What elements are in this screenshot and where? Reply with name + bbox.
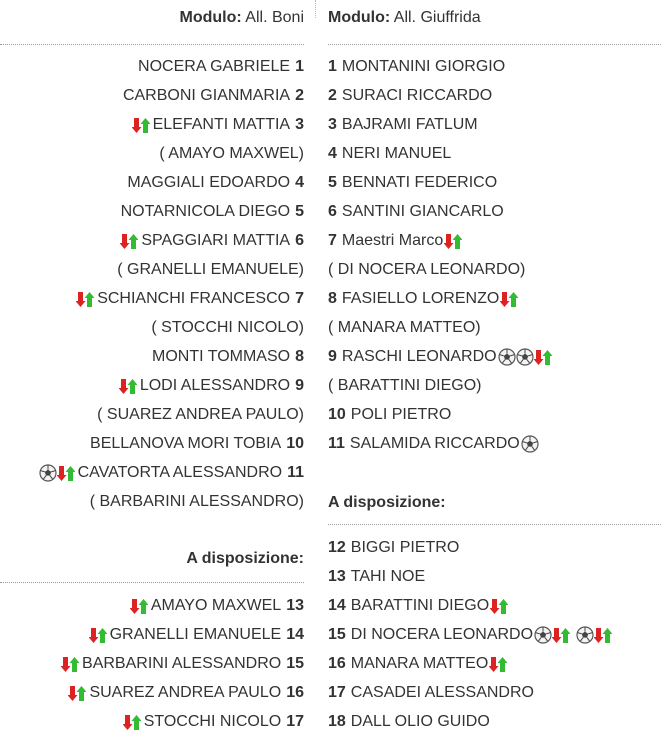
player-row (120, 226, 304, 255)
player-event-icons (534, 626, 612, 644)
player-number: 11 (328, 435, 345, 452)
player-event-icons (489, 655, 507, 673)
player-row (132, 110, 304, 139)
player-number: 2 (328, 87, 337, 104)
player-row (328, 255, 525, 284)
player-number: 7 (295, 290, 304, 307)
player-name: STOCCHI NICOLO (143, 713, 282, 730)
player-event-icons (132, 116, 150, 134)
substitution-arrows-icon (123, 713, 141, 731)
player-name: TAHI NOE (350, 568, 426, 585)
player-number: 1 (328, 58, 337, 75)
player-number: 14 (286, 626, 304, 643)
player-name: ( BARBARINI ALESSANDRO) (89, 493, 304, 510)
bench-player-row (89, 620, 304, 649)
player-number: 10 (286, 435, 304, 452)
bench-player-row (328, 533, 459, 562)
bench-player-row (328, 707, 490, 736)
player-name: BENNATI FEDERICO (341, 174, 498, 191)
player-name: DI NOCERA LEONARDO (350, 626, 534, 643)
player-name: DALL OLIO GUIDO (350, 713, 490, 730)
player-number: 16 (286, 684, 304, 701)
player-event-icons (61, 655, 79, 673)
player-number: 5 (295, 203, 304, 220)
player-row (328, 313, 481, 342)
substitution-arrows-icon (444, 232, 462, 250)
player-event-icons (498, 348, 552, 366)
player-name: CASADEI ALESSANDRO (350, 684, 534, 701)
soccer-ball-icon (521, 435, 539, 453)
bench-player-row (130, 591, 304, 620)
player-name: SUAREZ ANDREA PAULO (89, 684, 282, 701)
player-number: 3 (295, 116, 304, 133)
home-module: Modulo: All. Boni (179, 9, 304, 26)
substitution-arrows-icon (61, 655, 79, 673)
player-number: 10 (328, 406, 346, 423)
player-number: 13 (286, 597, 304, 614)
player-name: NOCERA GABRIELE (138, 58, 291, 75)
soccer-ball-icon (534, 626, 552, 644)
player-row (151, 313, 304, 342)
substitution-arrows-icon (594, 626, 612, 644)
player-event-icons (68, 684, 86, 702)
home-bench-title: A disposizione: (186, 550, 304, 567)
soccer-ball-icon (498, 348, 516, 366)
player-name: ( GRANELLI EMANUELE) (117, 261, 304, 278)
player-row (328, 168, 497, 197)
player-number: 9 (295, 377, 304, 394)
player-row (121, 197, 304, 226)
player-name: SALAMIDA RICCARDO (349, 435, 520, 452)
player-event-icons (123, 713, 141, 731)
player-row (328, 371, 481, 400)
substitution-arrows-icon (132, 116, 150, 134)
home-bench-rule (0, 582, 304, 583)
player-event-icons (120, 232, 138, 250)
player-number: 12 (328, 539, 346, 556)
player-number: 3 (328, 116, 337, 133)
player-name: MONTI TOMMASO (152, 348, 291, 365)
player-row (138, 52, 304, 81)
player-row (328, 429, 539, 458)
player-name: ( AMAYO MAXWEL) (159, 145, 304, 162)
player-number: 7 (328, 232, 337, 249)
player-number: 6 (328, 203, 337, 220)
player-row (39, 458, 304, 487)
player-name: AMAYO MAXWEL (150, 597, 282, 614)
player-name: BARBARINI ALESSANDRO (82, 655, 282, 672)
bench-player-row (328, 562, 425, 591)
player-name: ( BARATTINI DIEGO) (328, 377, 482, 394)
player-number: 15 (328, 626, 346, 643)
player-row (328, 284, 518, 313)
player-name: RASCHI LEONARDO (341, 348, 497, 365)
player-name: ( DI NOCERA LEONARDO) (328, 261, 526, 278)
player-row (328, 197, 504, 226)
soccer-ball-icon (516, 348, 534, 366)
player-row (123, 81, 304, 110)
substitution-arrows-icon (119, 377, 137, 395)
player-row (119, 371, 304, 400)
player-name: MANARA MATTEO (350, 655, 489, 672)
player-row (159, 139, 304, 168)
player-name: BIGGI PIETRO (350, 539, 460, 556)
player-event-icons (500, 290, 518, 308)
substitution-arrows-icon (130, 597, 148, 615)
player-name: SCHIANCHI FRANCESCO (97, 290, 291, 307)
player-name: FASIELLO LORENZO (341, 290, 500, 307)
away-bench-rule (328, 524, 661, 525)
player-name: BELLANOVA MORI TOBIA (90, 435, 282, 452)
player-name: ( MANARA MATTEO) (328, 319, 481, 336)
player-event-icons (89, 626, 107, 644)
home-header-rule (0, 44, 304, 45)
player-number: 8 (295, 348, 304, 365)
player-number: 1 (295, 58, 304, 75)
player-row (328, 342, 552, 371)
player-number: 11 (287, 464, 304, 481)
player-name: NERI MANUEL (341, 145, 452, 162)
player-event-icons (39, 464, 75, 482)
player-name: SURACI RICCARDO (341, 87, 493, 104)
player-row (328, 110, 478, 139)
substitution-arrows-icon (534, 348, 552, 366)
player-name: SANTINI GIANCARLO (341, 203, 504, 220)
player-name: ELEFANTI MATTIA (152, 116, 291, 133)
player-row (152, 342, 304, 371)
player-row (127, 168, 304, 197)
soccer-ball-icon (39, 464, 57, 482)
substitution-arrows-icon (500, 290, 518, 308)
player-number: 17 (328, 684, 346, 701)
player-number: 4 (328, 145, 337, 162)
player-number: 6 (295, 232, 304, 249)
player-number: 4 (295, 174, 304, 191)
player-number: 17 (286, 713, 304, 730)
player-event-icons (521, 435, 539, 453)
bench-player-row (328, 620, 612, 649)
away-header-rule (328, 44, 661, 45)
player-row (328, 226, 462, 255)
bench-player-row (68, 678, 304, 707)
player-number: 8 (328, 290, 337, 307)
player-row (90, 487, 304, 516)
player-event-icons (119, 377, 137, 395)
substitution-arrows-icon (490, 597, 508, 615)
player-number: 16 (328, 655, 346, 672)
bench-player-row (328, 591, 508, 620)
column-divider (315, 0, 316, 18)
player-row (76, 284, 304, 313)
bench-player-row (328, 678, 534, 707)
player-name: BARATTINI DIEGO (350, 597, 490, 614)
player-name: GRANELLI EMANUELE (109, 626, 282, 643)
player-number: 2 (295, 87, 304, 104)
player-number: 9 (328, 348, 337, 365)
player-row (90, 429, 304, 458)
substitution-arrows-icon (76, 290, 94, 308)
player-event-icons (130, 597, 148, 615)
player-name: MAGGIALI EDOARDO (127, 174, 291, 191)
player-row (117, 255, 304, 284)
bench-player-row (61, 649, 304, 678)
substitution-arrows-icon (489, 655, 507, 673)
player-name: Maestri Marco (341, 232, 444, 249)
player-name: SPAGGIARI MATTIA (141, 232, 291, 249)
player-event-icons (444, 232, 462, 250)
player-name: ( SUAREZ ANDREA PAULO) (97, 406, 304, 423)
player-name: CARBONI GIANMARIA (122, 87, 291, 104)
substitution-arrows-icon (552, 626, 570, 644)
player-name: NOTARNICOLA DIEGO (120, 203, 291, 220)
player-row (328, 81, 492, 110)
bench-player-row (328, 649, 507, 678)
player-number: 14 (328, 597, 346, 614)
player-name: MONTANINI GIORGIO (341, 58, 506, 75)
player-name: LODI ALESSANDRO (139, 377, 291, 394)
substitution-arrows-icon (120, 232, 138, 250)
substitution-arrows-icon (57, 464, 75, 482)
bench-player-row (123, 707, 304, 736)
player-name: POLI PIETRO (350, 406, 452, 423)
away-module: Modulo: All. Giuffrida (328, 9, 481, 26)
player-event-icons (490, 597, 508, 615)
player-number: 5 (328, 174, 337, 191)
player-number: 13 (328, 568, 346, 585)
player-number: 15 (286, 655, 304, 672)
player-name: ( STOCCHI NICOLO) (151, 319, 304, 336)
player-row (328, 52, 505, 81)
player-row (328, 139, 451, 168)
substitution-arrows-icon (89, 626, 107, 644)
player-name: CAVATORTA ALESSANDRO (77, 464, 283, 481)
player-row (328, 400, 451, 429)
away-bench-title: A disposizione: (328, 494, 446, 511)
player-name: BAJRAMI FATLUM (341, 116, 478, 133)
player-row (97, 400, 304, 429)
soccer-ball-icon (576, 626, 594, 644)
player-event-icons (76, 290, 94, 308)
player-number: 18 (328, 713, 346, 730)
substitution-arrows-icon (68, 684, 86, 702)
